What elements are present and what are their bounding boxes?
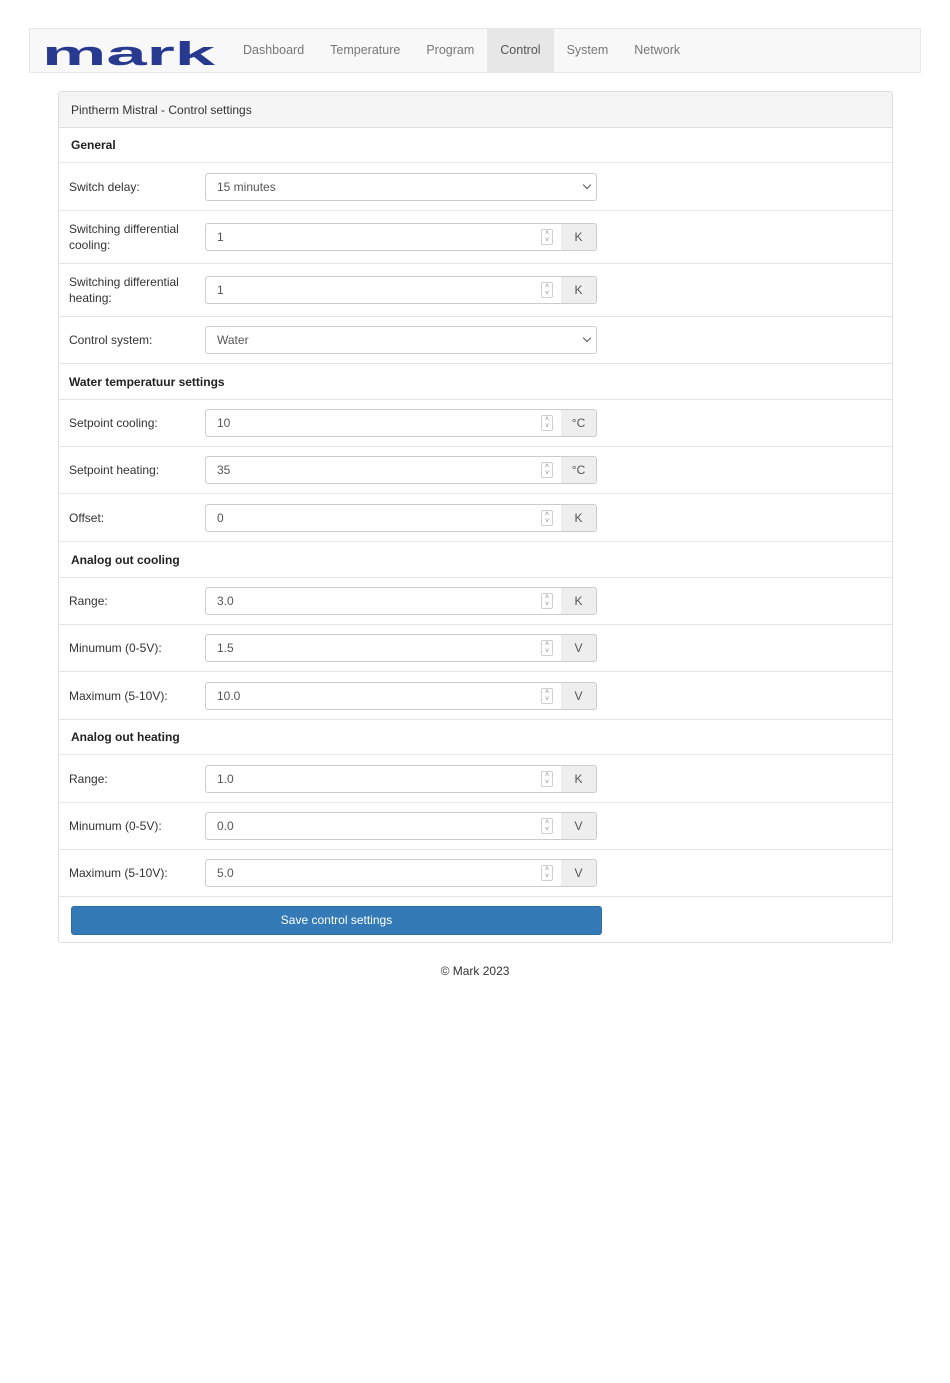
section-title: General [71, 138, 116, 152]
input-value: 0.0 [217, 819, 234, 833]
spinner-icon[interactable]: ˄ ˅ [541, 229, 553, 245]
row-cool-range [59, 578, 892, 625]
input-value: 1 [217, 283, 224, 297]
unit-addon: K [561, 276, 597, 304]
input-value: 1.0 [217, 771, 234, 786]
row-diff-heating [59, 264, 892, 317]
field-label: Switching differential heating: [69, 275, 179, 305]
switch-delay-select[interactable] [205, 173, 597, 201]
unit-addon: V [561, 634, 597, 662]
footer-copyright: © Mark 2023 [440, 964, 510, 978]
heat-range-input[interactable] [205, 765, 562, 793]
row-setpoint-heating [59, 447, 892, 494]
row-switch-delay [59, 163, 892, 211]
spinner-icon[interactable]: ˄ ˅ [541, 593, 553, 609]
row-offset [59, 494, 892, 542]
nav-dashboard[interactable]: Dashboard [243, 43, 305, 57]
field-label: Minumum (0-5V): [69, 819, 162, 833]
setpoint-heating-input[interactable] [205, 456, 562, 484]
chevron-down-icon [583, 180, 591, 188]
section-general [59, 128, 892, 163]
spinner-icon[interactable]: ˄ ˅ [541, 865, 553, 881]
unit-addon: K [561, 223, 597, 251]
section-title: Analog out heating [71, 730, 180, 744]
field-label: Range: [69, 594, 108, 608]
spinner-icon[interactable]: ˄ ˅ [541, 688, 553, 704]
unit-addon: V [561, 812, 597, 840]
offset-input[interactable] [205, 504, 562, 532]
section-title: Analog out cooling [71, 552, 180, 567]
field-label: Setpoint heating: [69, 463, 160, 477]
chevron-down-icon [583, 334, 591, 342]
spinner-icon[interactable]: ˄ ˅ [541, 640, 553, 656]
logo-text: mark [42, 41, 215, 67]
spinner-icon[interactable]: ˄ ˅ [541, 462, 553, 478]
unit-addon: °C [561, 456, 597, 484]
field-label: Maximum (5-10V): [69, 688, 168, 703]
field-label: Control system: [69, 333, 153, 347]
cool-range-input[interactable] [205, 587, 562, 615]
section-analog-cooling [59, 542, 892, 578]
diff-cooling-input[interactable] [205, 223, 562, 251]
setpoint-cooling-input[interactable] [205, 409, 562, 437]
unit-addon: °C [561, 409, 597, 437]
spinner-icon[interactable]: ˄ ˅ [541, 510, 553, 526]
nav-network[interactable]: Network [634, 43, 681, 57]
unit-addon: K [561, 765, 597, 793]
spinner-icon[interactable]: ˄ ˅ [541, 282, 553, 298]
nav-temperature[interactable]: Temperature [330, 43, 401, 57]
cool-max-input[interactable] [205, 682, 562, 710]
row-setpoint-cooling [59, 400, 892, 447]
field-label: Switching differential cooling: [69, 222, 179, 252]
unit-addon: K [561, 587, 597, 615]
field-label: Range: [69, 771, 108, 786]
nav-system[interactable]: System [566, 43, 609, 57]
field-label: Switch delay: [69, 179, 140, 194]
unit-addon: V [561, 859, 597, 887]
main-nav [230, 29, 693, 72]
mark-logo[interactable] [42, 41, 215, 67]
row-diff-cooling [59, 211, 892, 264]
select-value: Water [217, 333, 249, 347]
save-control-settings-button[interactable]: Save control settings [71, 906, 602, 935]
row-heat-max [59, 850, 892, 897]
nav-program[interactable]: Program [426, 43, 475, 57]
control-settings-panel [58, 91, 893, 943]
unit-addon: K [561, 504, 597, 532]
spinner-icon[interactable]: ˄ ˅ [541, 818, 553, 834]
input-value: 1.5 [217, 641, 234, 655]
diff-heating-input[interactable] [205, 276, 562, 304]
input-value: 10 [217, 416, 231, 430]
input-value: 3.0 [217, 594, 234, 608]
row-control-system [59, 317, 892, 364]
section-water [59, 364, 892, 400]
section-analog-heating [59, 720, 892, 755]
section-title: Water temperatuur settings [69, 374, 225, 389]
field-label: Minumum (0-5V): [69, 641, 162, 655]
row-heat-min [59, 803, 892, 850]
row-cool-min [59, 625, 892, 672]
row-cool-max [59, 672, 892, 720]
input-value: 0 [217, 510, 224, 525]
input-value: 5.0 [217, 866, 234, 880]
field-label: Maximum (5-10V): [69, 866, 168, 880]
spinner-icon[interactable]: ˄ ˅ [541, 415, 553, 431]
input-value: 10.0 [217, 688, 241, 703]
select-value: 15 minutes [217, 179, 276, 194]
row-heat-range [59, 755, 892, 803]
heat-max-input[interactable] [205, 859, 562, 887]
panel-title: Pintherm Mistral - Control settings [59, 92, 892, 128]
unit-addon: V [561, 682, 597, 710]
control-system-select[interactable] [205, 326, 597, 354]
cool-min-input[interactable] [205, 634, 562, 662]
nav-control[interactable]: Control [487, 29, 553, 72]
heat-min-input[interactable] [205, 812, 562, 840]
spinner-icon[interactable]: ˄ ˅ [541, 771, 553, 787]
field-label: Offset: [69, 510, 105, 525]
input-value: 1 [217, 230, 224, 244]
top-navbar [29, 28, 921, 73]
field-label: Setpoint cooling: [69, 416, 158, 430]
input-value: 35 [217, 463, 231, 477]
